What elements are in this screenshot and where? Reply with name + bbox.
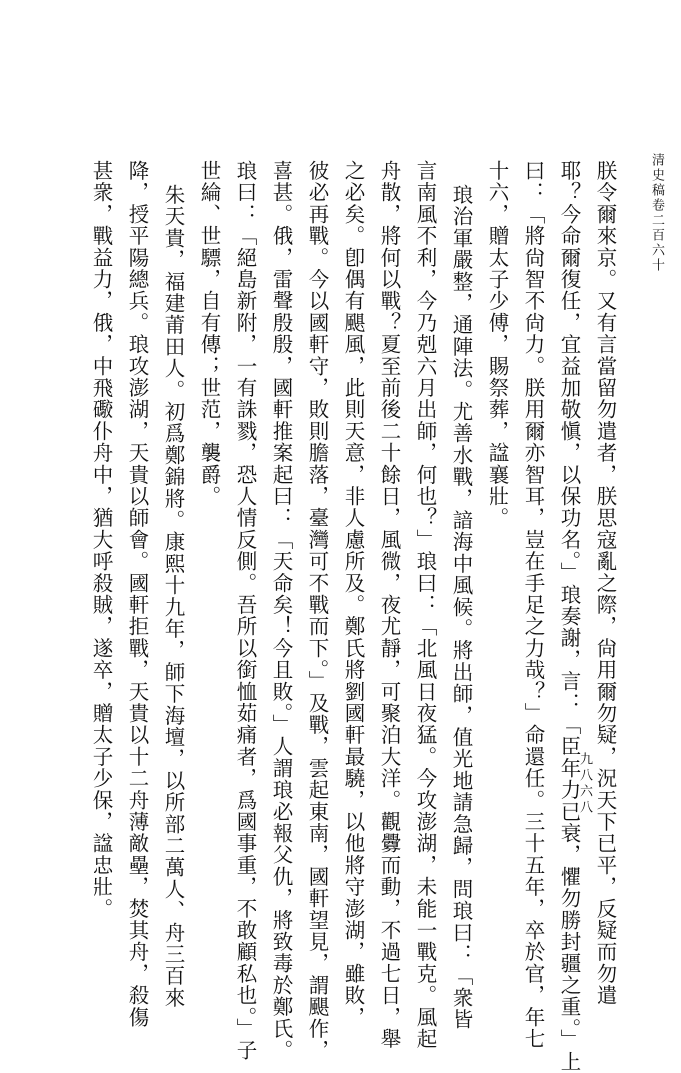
text-column: 彼必再戰。今以國軒守，敗則膽落，臺灣可不戰而下。」及戰，雲起東南，國軒望見，謂颶作， [305,160,329,1062]
text-column: 言南風不利，今乃剋六月出師，何也？」琅曰：「北風日夜猛。今攻澎湖，未能一戰克。風起 [413,160,437,1050]
text-column: 曰：「將尙智不尙力。朕用爾亦智耳，豈在手足之力哉？」命還任。三十五年，卒於官，年七 [521,160,545,1050]
running-title: 清史稿卷二百六十 [649,153,664,273]
text-column: 世綸、世驃，自有傳；世范，襲爵。 [197,160,221,508]
page-number: 九八六八 [577,752,592,816]
text-column: 朱天貴，福建莆田人。初爲鄭錦將。康熙十九年，師下海壇，以所部二萬人、舟三百來 [161,184,185,1009]
text-column: 十六，贈太子少傅，賜祭葬，諡襄壯。 [485,160,509,529]
text-column: 降，授平陽總兵。琅攻澎湖，天貴以師會。國軒拒戰，天貴以十二舟薄敵壘，焚其舟，殺傷 [125,160,149,1028]
text-column: 舟散，將何以戰？夏至前後二十餘日，風微，夜尤靜，可聚泊大洋。觀釁而動，不過七日，舉 [377,160,401,1050]
text-column: 琅治軍嚴整，通陣法。尤善水戰，諳海中風候。將出師，值光地請急歸，問琅曰：「衆皆 [449,184,473,1031]
text-column: 朕令爾來京。又有言當留勿遣者，朕思寇亂之際，尙用爾勿疑，況天下已平，反疑而勿遣 [593,160,617,1007]
text-column: 耶？今命爾復任，宜益加敬愼，以保功名。」琅奏謝，言：「臣年力已衰，懼勿勝封疆之重。」上 [557,160,581,1073]
text-column: 甚衆，戰益力，俄，中飛礮仆舟中，猶大呼殺賊，遂卒，贈太子少保，諡忠壯。 [89,160,113,920]
text-column: 琅曰：「絕島新附，一有誅戮，恐人情反側。吾所以銜恤茹痛者，爲國事重，不敢顧私也。」子 [233,160,257,1062]
text-column: 之必矣。卽偶有颶風，此則天意，非人慮所及。鄭氏將劉國軒最驍，以他將守澎湖，雖敗， [341,160,365,1028]
text-column: 喜甚。俄，雷聲殷殷，國軒推案起曰：「天命矣！今且敗。」人謂琅必報父仇，將致毒於鄭氏。 [269,160,293,1062]
